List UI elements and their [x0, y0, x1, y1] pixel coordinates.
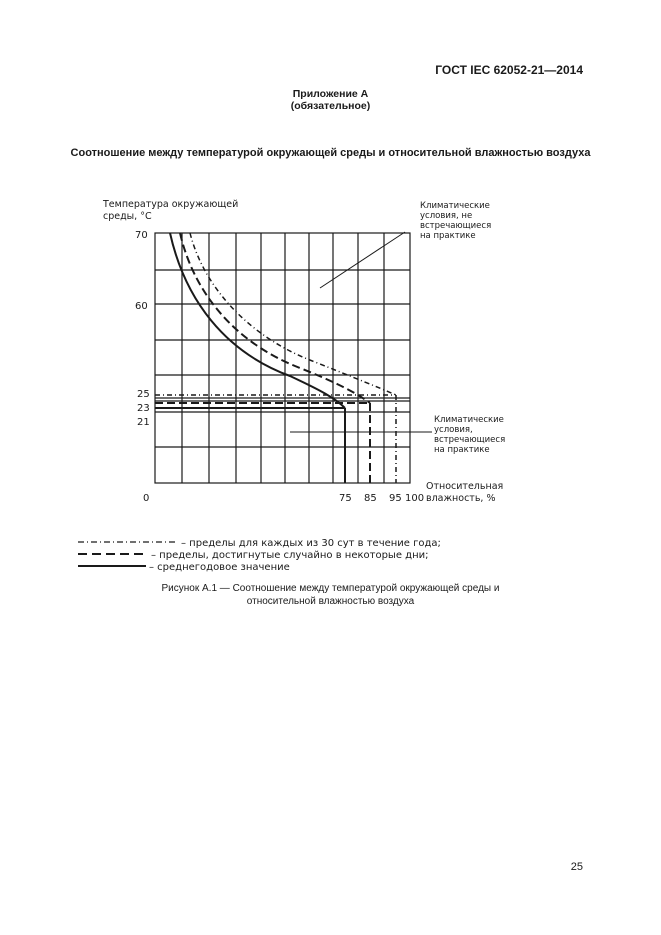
annotation-upper-line: на практике	[420, 231, 476, 241]
x-tick-label: 75	[339, 493, 352, 504]
annex-subtitle: (обязательное)	[290, 100, 371, 112]
annotation-lower-line: Климатические	[434, 415, 504, 425]
annotation-lower-line: встречающиеся	[434, 435, 506, 445]
annotation-upper-line: Климатические	[420, 201, 490, 211]
y-tick-label: 70	[135, 230, 148, 241]
figure-caption-line2: относительной влажностью воздуха	[246, 596, 415, 607]
annotation-upper-line: условия, не	[420, 211, 473, 221]
section-title: Соотношение между температурой окружающей среды и относительной влажностью воздуха	[70, 147, 591, 159]
y-tick-label: 23	[137, 403, 150, 414]
annotation-lower-line: на практике	[434, 445, 490, 455]
x-tick-label: 85	[364, 493, 377, 504]
figure-caption-line1: Рисунок А.1 — Соотношение между температурой окружающей среды и	[161, 583, 500, 594]
annotation-lower-line: условия,	[434, 425, 473, 435]
series-annual-mean-curve	[170, 233, 345, 408]
y-tick-label: 25	[137, 389, 150, 400]
x-tick-label: 100	[405, 493, 425, 504]
x-axis-title-line1: Относительная	[426, 481, 504, 492]
y-axis-title-line1: Температура окружающей	[103, 199, 239, 210]
document-code: ГОСТ IEC 62052-21—2014	[435, 63, 583, 77]
x-tick-label: 95	[389, 493, 402, 504]
y-axis-title-line2: среды, °С	[103, 211, 152, 222]
legend-label: – пределы, достигнутые случайно в некоторые дни;	[151, 550, 429, 561]
x-axis-title-line2: влажность, %	[426, 493, 496, 504]
page-number: 25	[570, 861, 583, 873]
legend-label: – среднегодовое значение	[149, 562, 290, 573]
y-tick-label: 21	[137, 417, 150, 428]
annex-title: Приложение А	[292, 88, 369, 100]
annotation-upper-line: встречающиеся	[420, 221, 492, 231]
legend-label: – пределы для каждых из 30 сут в течение года;	[181, 538, 441, 549]
legend	[78, 538, 441, 573]
y-tick-label: 60	[135, 301, 148, 312]
origin-label: 0	[143, 493, 150, 504]
